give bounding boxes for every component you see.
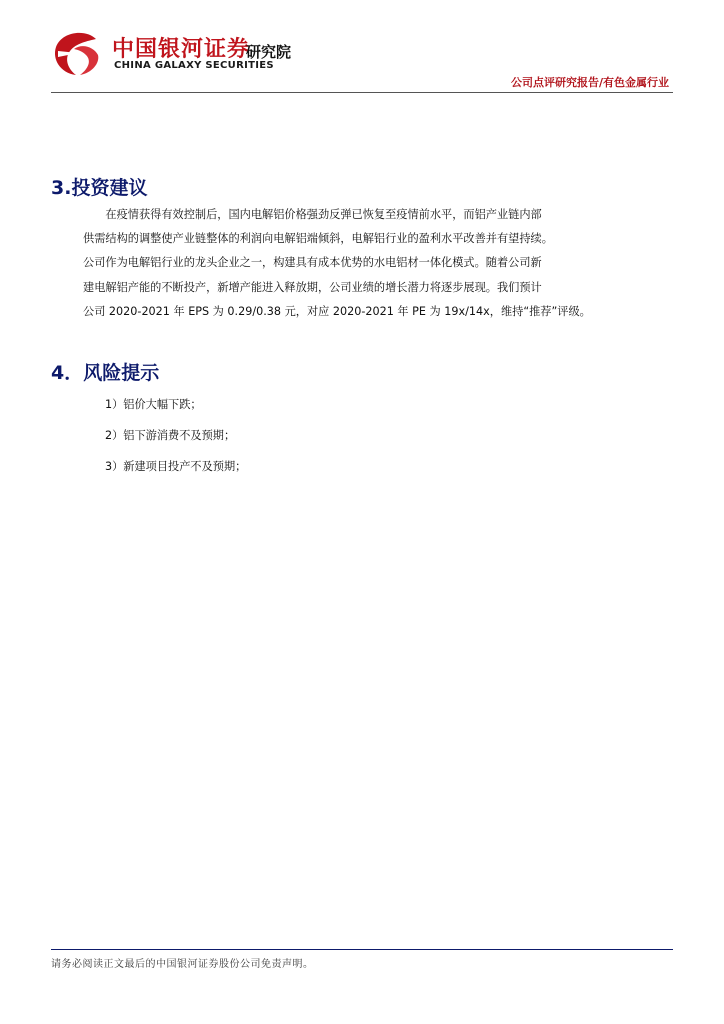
research-institute-label: 研究院 bbox=[246, 43, 292, 61]
risk-item: 1）铝价大幅下跌； bbox=[105, 398, 202, 411]
risk-item: 2）铝下游消费不及预期； bbox=[105, 429, 236, 442]
footer-divider bbox=[51, 949, 673, 950]
risk-item: 3）新建项目投产不及预期； bbox=[105, 460, 247, 473]
company-name-en: CHINA GALAXY SECURITIES bbox=[114, 60, 274, 71]
investment-advice-paragraph bbox=[83, 203, 591, 324]
section-3-title: 3.投资建议 bbox=[51, 177, 148, 199]
galaxy-swirl-logo-icon bbox=[52, 29, 102, 77]
paragraph-line: 建电解铝产能的不断投产，新增产能进入释放期，公司业绩的增长潜力将逐步展现。我们预计 bbox=[83, 280, 542, 294]
paragraph-line: 公司作为电解铝行业的龙头企业之一，构建具有成本优势的水电铝材一体化模式。随着公司新 bbox=[83, 256, 542, 270]
header-divider bbox=[51, 92, 673, 93]
page-header bbox=[0, 0, 724, 96]
paragraph-line: 在疫情获得有效控制后，国内电解铝价格强劲反弹已恢复至疫情前水平，而铝产业链内部 bbox=[83, 208, 542, 221]
section-4-title: 4．风险提示 bbox=[51, 362, 160, 384]
company-name-cn: 中国银河证券 bbox=[112, 37, 251, 62]
report-type-label: 公司点评研究报告/有色金属行业 bbox=[510, 76, 669, 89]
paragraph-line: 公司 2020-2021 年 EPS 为 0.29/0.38 元，对应 2020-2021 年 PE 为 19x/14x，维持“推荐”评级。 bbox=[83, 304, 591, 318]
disclaimer-text: 请务必阅读正文最后的中国银河证券股份公司免责声明。 bbox=[51, 959, 314, 970]
paragraph-line: 供需结构的调整使产业链整体的利润向电解铝端倾斜，电解铝行业的盈利水平改善并有望持续。 bbox=[83, 232, 553, 246]
